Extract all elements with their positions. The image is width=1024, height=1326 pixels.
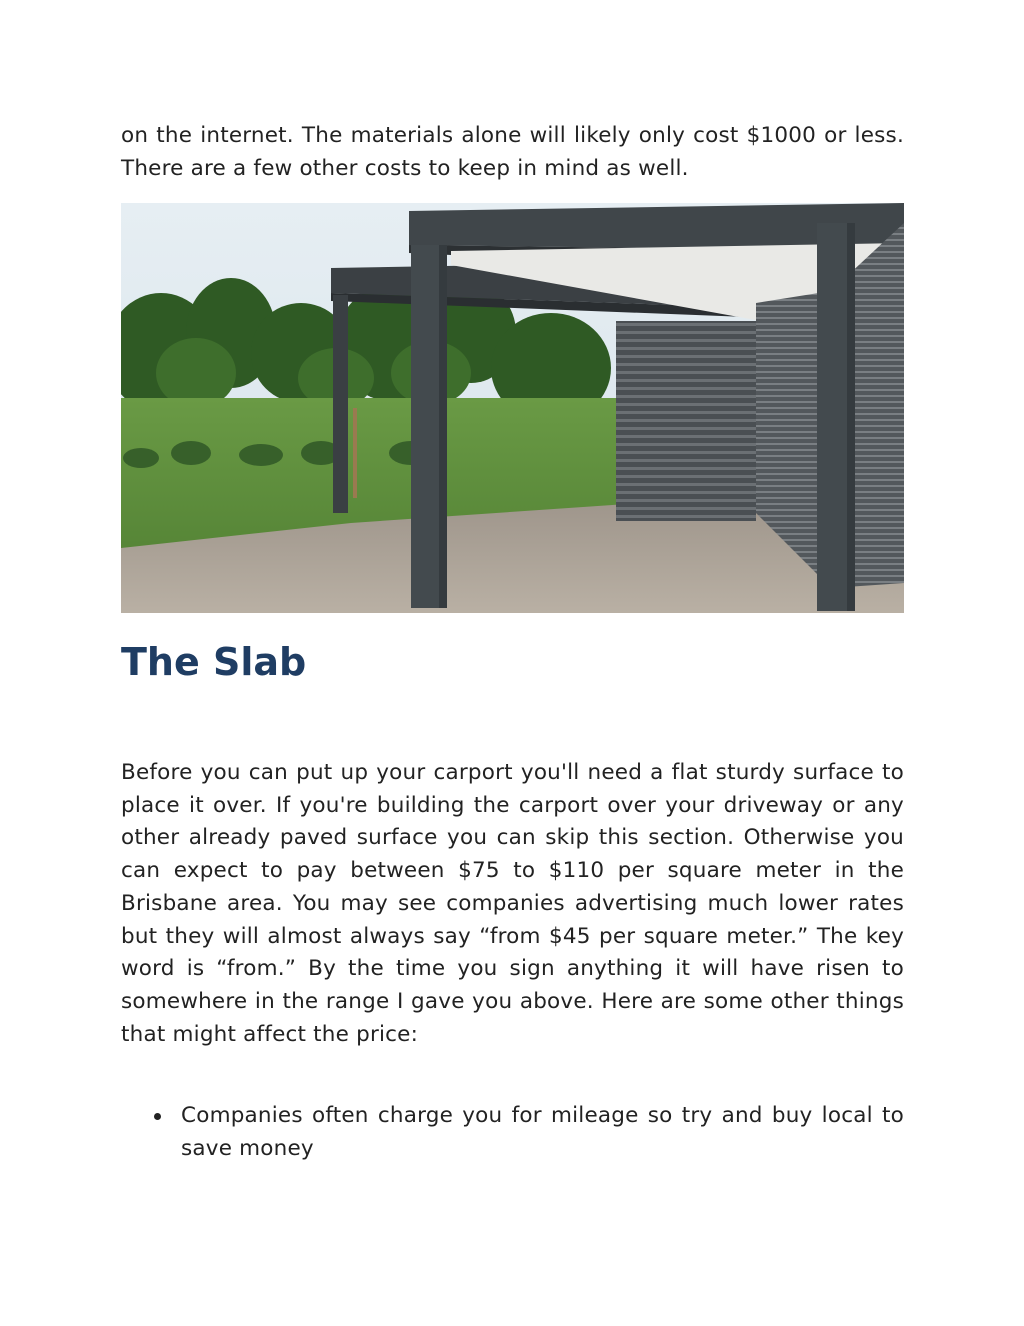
section-heading: The Slab bbox=[121, 640, 307, 684]
intro-paragraph: on the internet. The materials alone will likely only cost $1000 or less. There are a few other costs to keep in mind as well. bbox=[121, 123, 904, 181]
bullet-list bbox=[121, 1100, 904, 1165]
list-item bbox=[121, 1100, 904, 1165]
bullet-icon bbox=[154, 1113, 161, 1120]
body-paragraph: Before you can put up your carport you'll need a flat sturdy surface to place it over. If you're building the carport over your driveway or any other already paved surface you can skip this section. Otherwise you can expect to pay between $75 to $110 per square meter in the Brisbane area. You may see companies advertising much lower rates but they will almost always say “from $45 per square meter.” The key word is “from.” By the time you sign anything it will have risen to somewhere in the range I gave you above. Here are some other things that might affect the price: bbox=[121, 760, 904, 1047]
carport-photo bbox=[121, 203, 904, 613]
list-item-text: Companies often charge you for mileage so try and buy local to save money bbox=[181, 1103, 904, 1161]
